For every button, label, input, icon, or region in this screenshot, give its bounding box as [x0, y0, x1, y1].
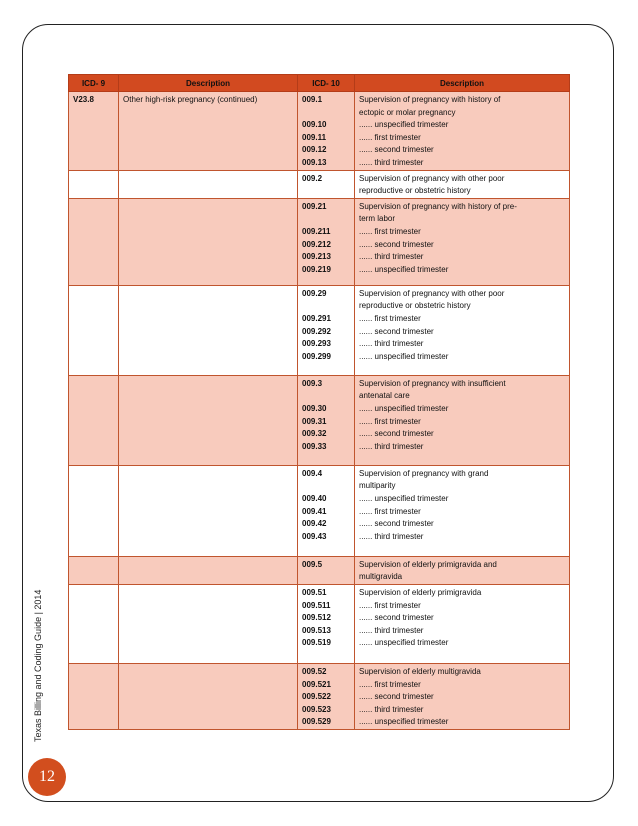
icd10-code: 009.521	[302, 679, 331, 689]
icd10-code: 009.40	[302, 493, 327, 503]
table-row	[69, 285, 570, 375]
icd10-description-cell	[355, 170, 570, 198]
icd10-description-line: ...... third trimester	[359, 441, 424, 451]
icd10-description-line: Supervision of pregnancy with other poor	[359, 288, 505, 298]
icd10-description-line: reproductive or obstetric history	[359, 301, 471, 311]
icd10-codes-cell	[298, 465, 355, 556]
icd10-description-line: Supervision of pregnancy with history of pre-	[359, 201, 517, 211]
icd10-codes-cell	[298, 375, 355, 465]
icd10-codes-cell	[298, 556, 355, 584]
icd10-description-line: Supervision of elderly multigravida	[359, 666, 481, 676]
icd10-description-line: ...... second trimester	[359, 326, 434, 336]
icd10-description-line: ...... third trimester	[359, 625, 424, 635]
icd10-description-line: ...... third trimester	[359, 252, 424, 262]
icd10-description-line: Supervision of pregnancy with history of	[359, 95, 501, 104]
icd10-code: 009.31	[302, 416, 327, 426]
icd10-codes-cell	[298, 92, 355, 171]
icd10-code: 009.291	[302, 313, 331, 323]
icd10-code: 009.13	[302, 157, 327, 167]
icd10-description-line: ...... second trimester	[359, 429, 434, 439]
icd9-description-cell	[119, 285, 298, 375]
icd10-code: 009.42	[302, 519, 327, 529]
icd10-description-cell	[355, 375, 570, 465]
icd10-code: 009.3	[302, 378, 323, 388]
icd10-description-line: ...... unspecified trimester	[359, 493, 449, 503]
icd10-code: 009.2	[302, 173, 323, 183]
icd10-description-cell	[355, 198, 570, 285]
icd10-code: 009.43	[302, 531, 327, 541]
icd9-code-cell	[69, 584, 119, 663]
icd10-code: 009.32	[302, 429, 327, 439]
icd10-code: 009.1	[302, 95, 323, 104]
icd10-code: 009.512	[302, 613, 331, 623]
table-row	[69, 170, 570, 198]
icd10-description-line: ...... unspecified trimester	[359, 264, 449, 274]
icd10-code: 009.292	[302, 326, 331, 336]
icd9-code: V23.8	[73, 95, 94, 104]
icd10-description-cell	[355, 285, 570, 375]
table-row	[69, 663, 570, 729]
icd10-code: 009.219	[302, 264, 331, 274]
table-row	[69, 92, 570, 171]
table-header	[69, 75, 570, 92]
icd10-code: 009.213	[302, 252, 331, 262]
icd9-code-cell	[69, 556, 119, 584]
icd10-description-cell	[355, 556, 570, 584]
icd10-description-line: ...... second trimester	[359, 613, 434, 623]
icd10-code: 009.51	[302, 587, 327, 597]
icd10-code: 009.12	[302, 145, 327, 155]
icd10-description-line: ...... first trimester	[359, 600, 421, 610]
icd9-description-cell	[119, 663, 298, 729]
icd10-code: 009.511	[302, 600, 331, 610]
icd10-code: 009.52	[302, 666, 327, 676]
icd10-description-line: term labor	[359, 214, 396, 224]
icd9-description-cell	[119, 92, 298, 171]
page-number-badge: 12	[28, 758, 66, 796]
icd10-code: 009.522	[302, 692, 331, 702]
table-row	[69, 584, 570, 663]
icd10-codes-cell	[298, 285, 355, 375]
icd9-code-cell	[69, 198, 119, 285]
icd10-description-line: ...... third trimester	[359, 531, 424, 541]
icd10-description-line: ...... unspecified trimester	[359, 351, 449, 361]
icd10-code: 009.30	[302, 403, 327, 413]
icd10-description-line: antenatal care	[359, 391, 410, 401]
icd9-code-cell	[69, 375, 119, 465]
icd10-description-cell	[355, 465, 570, 556]
icd9-code-cell	[69, 92, 119, 171]
header-description-icd10: Description	[355, 75, 570, 92]
guide-title-vertical: Texas Billing and Coding Guide | 2014	[33, 589, 43, 742]
icd10-code: 009.299	[302, 351, 331, 361]
icd10-code: 009.10	[302, 120, 327, 130]
icd9-description-cell	[119, 375, 298, 465]
icd10-description-line: ...... first trimester	[359, 416, 421, 426]
icd10-description-line: ...... unspecified trimester	[359, 638, 449, 648]
header-description-icd9: Description	[119, 75, 298, 92]
icd9-description: Other high-risk pregnancy (continued)	[123, 95, 258, 104]
icd10-description-line: ...... unspecified trimester	[359, 403, 449, 413]
icd10-description-line: ...... third trimester	[359, 339, 424, 349]
icd10-description-line: ...... third trimester	[359, 704, 424, 714]
icd10-description-line: Supervision of elderly primigravida and	[359, 559, 497, 569]
icd10-code: 009.33	[302, 441, 327, 451]
icd10-code: 009.4	[302, 468, 323, 478]
icd10-code: 009.29	[302, 288, 327, 298]
icd10-code: 009.41	[302, 506, 327, 516]
icd10-code: 009.513	[302, 625, 331, 635]
icd9-description-cell	[119, 584, 298, 663]
icd10-code: 009.523	[302, 704, 331, 714]
icd10-code: 009.519	[302, 638, 331, 648]
icd10-code: 009.293	[302, 339, 331, 349]
icd-crosswalk-table	[68, 74, 570, 730]
icd9-code-cell	[69, 663, 119, 729]
icd10-code: 009.11	[302, 132, 327, 142]
icd10-description-cell	[355, 663, 570, 729]
icd10-description-line: multigravida	[359, 572, 403, 582]
icd9-code-cell	[69, 285, 119, 375]
icd10-codes-cell	[298, 198, 355, 285]
icd10-codes-cell	[298, 170, 355, 198]
icd10-description-line: ...... second trimester	[359, 519, 434, 529]
icd10-code: 009.21	[302, 201, 327, 211]
icd10-code: 009.212	[302, 239, 331, 249]
table-row	[69, 556, 570, 584]
icd10-description-cell	[355, 92, 570, 171]
icd9-description-cell	[119, 556, 298, 584]
icd9-description-cell	[119, 170, 298, 198]
table-row	[69, 465, 570, 556]
icd9-description-cell	[119, 198, 298, 285]
icd10-description-line: ectopic or molar pregnancy	[359, 107, 456, 117]
icd10-description-line: Supervision of elderly primigravida	[359, 587, 482, 597]
icd10-description-line: Supervision of pregnancy with grand	[359, 468, 489, 478]
icd10-description-line: ...... third trimester	[359, 157, 424, 167]
icd10-description-line: Supervision of pregnancy with other poor	[359, 173, 505, 183]
icd10-description-line: multiparity	[359, 481, 396, 491]
icd10-description-line: ...... second trimester	[359, 692, 434, 702]
icd10-codes-cell	[298, 584, 355, 663]
icd10-description-line: ...... second trimester	[359, 145, 434, 155]
icd10-description-line: ...... unspecified trimester	[359, 120, 449, 130]
icd10-description-line: ...... first trimester	[359, 679, 421, 689]
icd9-description-cell	[119, 465, 298, 556]
icd10-code: 009.529	[302, 717, 331, 727]
icd10-description-line: ...... second trimester	[359, 239, 434, 249]
icd10-description-cell	[355, 584, 570, 663]
icd9-code-cell	[69, 170, 119, 198]
icd10-description-line: ...... unspecified trimester	[359, 717, 449, 727]
icd10-description-line: ...... first trimester	[359, 506, 421, 516]
header-icd9: ICD- 9	[69, 75, 119, 92]
icd10-description-line: ...... first trimester	[359, 132, 421, 142]
header-icd10: ICD- 10	[298, 75, 355, 92]
table-row	[69, 198, 570, 285]
icd9-code-cell	[69, 465, 119, 556]
icd10-description-line: ...... first trimester	[359, 226, 421, 236]
icd10-description-line: ...... first trimester	[359, 313, 421, 323]
icd10-code: 009.5	[302, 559, 323, 569]
icd10-description-line: reproductive or obstetric history	[359, 186, 471, 196]
icd10-codes-cell	[298, 663, 355, 729]
icd10-description-line: Supervision of pregnancy with insufficient	[359, 378, 506, 388]
table-row	[69, 375, 570, 465]
icd10-code: 009.211	[302, 226, 331, 236]
